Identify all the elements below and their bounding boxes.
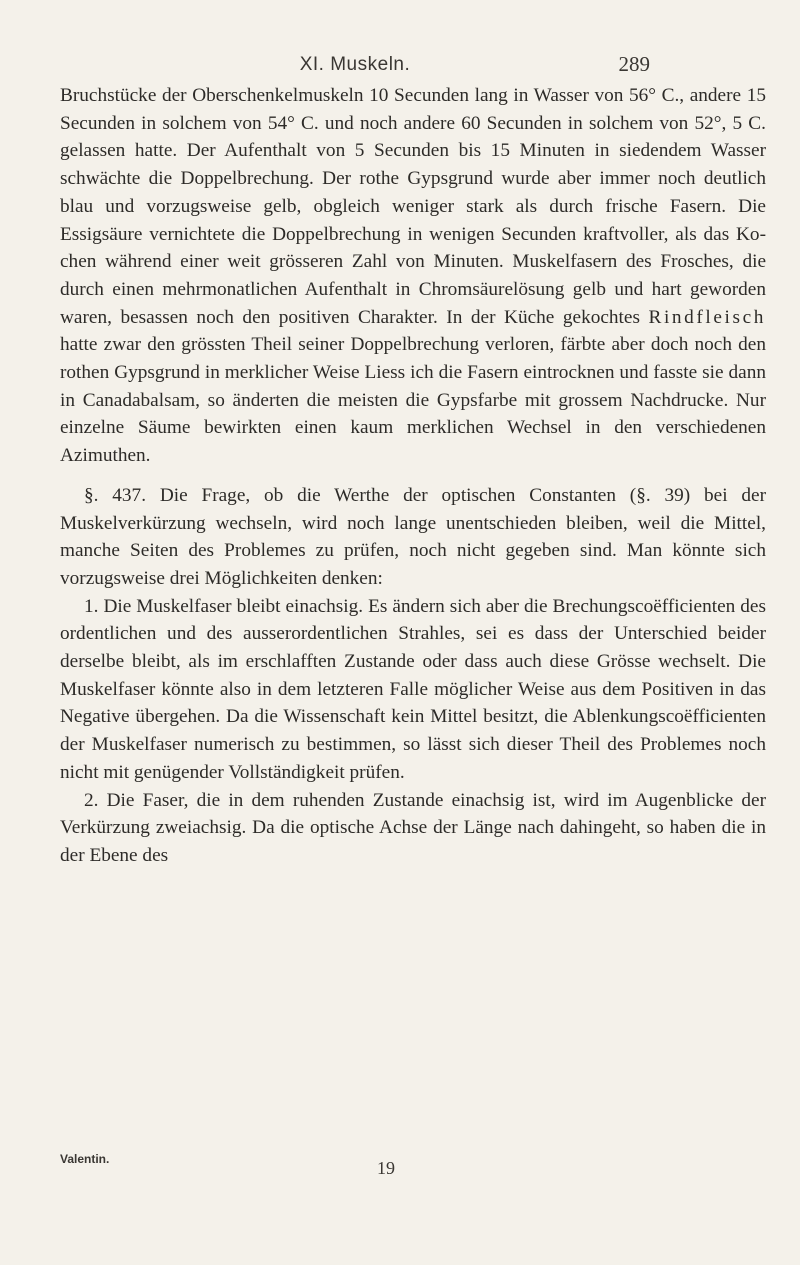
paragraph-text: hatte zwar den grössten Theil seiner Doppelbrechung verloren, färbte aber doch noch den rothen Gypsgrund in merklicher Weise Liess ich die Fasern eintrocknen und fasste sie dann in Canadabalsam, so änderten die meisten die Gypsfarbe mit grossem Nachdrucke. Nur einzelne Säume bewirkten einen kaum merklichen Wechsel in den verschiedenen Azimuthen. (60, 334, 766, 467)
page-body (60, 82, 766, 870)
paragraph-text: Bruchstücke der Oberschenkelmuskeln 10 Secunden lang in Wasser von 56° C., andere 15 Secunden in solchem von 54° C. und noch andere 60 Secunden in solchem von 52°, 5 C. gelassen hatte. Der Aufenthalt von 5 Secunden bis 15 Minuten in siedendem Wasser schwächte die Doppelbrechung. Der rothe Gypsgrund wurde aber immer noch deutlich blau und vorzugsweise gelb, obgleich weniger stark als durch frische Fasern. Die Essigsäure vernichtete die Doppelbrechung in wenigen Secunden kraftvoller, als das Kochen während einer weit grösseren Zahl von Minuten. Muskelfasern des Frosches, die durch einen mehrmonatlichen Aufenthalt in Chromsäurelösung gelb und hart geworden waren, besassen noch den positiven Charakter. In der Küche gekochtes (60, 85, 766, 328)
numbered-paragraph-2: 2. Die Faser, die in dem ruhenden Zustande einachsig ist, wird im Augenblicke der Verkürzung zweiachsig. Da die optische Achse der Länge nach dahingeht, so haben die in der Ebene des (60, 789, 766, 866)
running-title: XI. Muskeln. (299, 54, 411, 75)
paragraph-continuation (60, 82, 766, 470)
page-footer (60, 1146, 766, 1186)
sheet-number: 19 (377, 1158, 395, 1178)
numbered-paragraph-1: 1. Die Muskelfaser bleibt einachsig. Es ändern sich aber die Brechungscoëfficienten des ordentlichen und des ausserordentlichen Strahles, sei es dass der Unterschied beider derselbe bleibt, als im erschlafften Zustande oder dass auch diese Grösse wechselt. Die Muskelfaser könnte also in dem letzteren Falle möglicher Weise aus dem Positiven in das Negative übergehen. Da die Wissenschaft kein Mittel besitzt, die Ablenkungscoëfficienten der Muskelfaser numerisch zu bestimmen, so lässt sich dieser Theil des Problemes noch nicht mit genügender Vollständigkeit prüfen. (60, 595, 766, 783)
running-head (60, 50, 650, 80)
section-paragraph: §. 437. Die Frage, ob die Werthe der optischen Constanten (§. 39) bei der Muskelverkürzung wechseln, wird noch lange unentschieden bleiben, weil die Mittel, manche Seiten des Problemes zu prüfen, noch nicht gegeben sind. Man könnte sich vorzugsweise drei Möglichkeiten denken: (60, 484, 766, 589)
page-number: 289 (618, 52, 650, 76)
emphasized-word: Rindfleisch (648, 306, 766, 328)
printer-signature: Valentin. (60, 1152, 110, 1166)
